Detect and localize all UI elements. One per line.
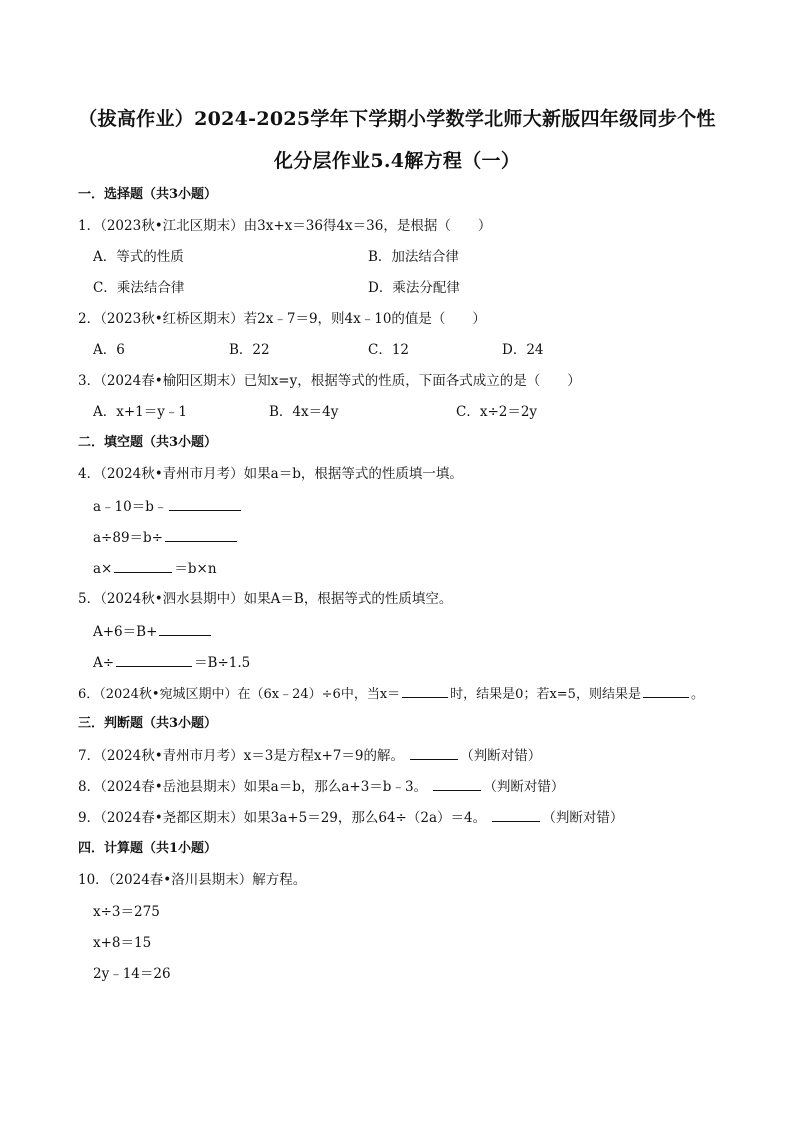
question-4-line-1-text: a﹣10＝b﹣ [93,499,168,515]
title-line-1: （拔高作业）2024-2025学年下学期小学数学北师大新版四年级同步个性 [78,108,716,130]
question-1-stem: 1．（2023秋•江北区期末）由3x+x＝36得4x＝36，是根据（ ） [78,218,492,234]
question-6-blank-2[interactable] [643,684,689,698]
question-5-line-1 [93,622,213,641]
question-5-blank-2[interactable] [116,653,192,667]
question-5-stem: 5．（2024秋•泗水县期中）如果A＝B，根据等式的性质填空。 [78,591,453,607]
question-8-suffix: （判断对错） [483,779,565,795]
question-9 [78,808,623,827]
question-5-line-1-text: A+6＝B+ [93,624,158,640]
question-5-line-2-text-a: A÷ [93,655,115,671]
question-9-suffix: （判断对错） [542,810,624,826]
question-6-text-a: 6．（2024秋•宛城区期中）在（6x﹣24）÷6中，当x＝ [78,687,401,702]
question-8 [78,777,564,796]
question-1-option-d: D．乘法分配律 [368,280,460,296]
question-6-blank-1[interactable] [402,684,448,698]
title-line-2: 化分层作业5.4解方程（一） [273,150,521,172]
question-2-option-b: B．22 [229,342,270,358]
question-10-equation-1: x÷3＝275 [93,904,160,920]
question-4-line-3-text-b: ＝b×n [174,561,217,577]
question-4-line-3 [93,559,217,578]
question-4-blank-2[interactable] [165,528,237,542]
question-4-blank-1[interactable] [169,497,241,511]
question-7-text: 7．（2024秋•青州市月考）x＝3是方程x+7＝9的解。 [78,748,404,764]
question-6 [78,684,704,704]
section-fill-heading: 二．填空题（共3小题） [78,435,218,450]
question-1-option-a: A．等式的性质 [93,249,184,265]
question-5-line-2-text-b: ＝B÷1.5 [194,655,251,671]
question-2-option-c: C．12 [368,342,410,358]
question-2-option-a: A．6 [93,342,125,358]
question-4-stem: 4．（2024秋•青州市月考）如果a＝b，根据等式的性质填一填。 [78,466,463,482]
question-3-option-b: B．4x＝4y [269,404,339,420]
question-1-option-b: B．加法结合律 [368,249,459,265]
question-5-blank-1[interactable] [159,622,211,636]
question-8-text: 8．（2024春•岳池县期末）如果a＝b，那么a+3＝b﹣3。 [78,779,428,795]
question-4-line-2 [93,528,239,547]
question-10-equation-2: x+8＝15 [93,935,152,951]
question-6-text-b: 时，结果是0；若x=5，则结果是 [450,687,641,702]
question-2-stem: 2．（2023秋•红桥区期末）若2x﹣7＝9，则4x﹣10的值是（ ） [78,311,486,327]
question-9-text: 9．（2024春•尧都区期末）如果3a+5＝29，那么64÷（2a）＝4。 [78,810,487,826]
question-4-line-1 [93,497,243,516]
question-3-option-a: A．x+1＝y﹣1 [93,404,187,420]
question-1-option-c: C．乘法结合律 [93,280,185,296]
question-4-line-2-text: a÷89＝b÷ [93,530,163,546]
section-calc-heading: 四．计算题（共1小题） [78,841,218,856]
question-5-line-2 [93,653,250,672]
section-judge-heading: 三．判断题（共3小题） [78,716,218,731]
question-4-blank-3[interactable] [114,559,172,573]
question-6-text-c: 。 [690,687,704,702]
question-8-blank[interactable] [433,777,481,791]
question-2-option-d: D．24 [502,342,544,358]
question-3-option-c: C．x÷2＝2y [456,404,538,420]
question-7-blank[interactable] [410,746,458,760]
question-10-equation-3: 2y﹣14＝26 [93,966,171,982]
question-7-suffix: （判断对错） [460,748,542,764]
question-10-stem: 10．（2024春•洛川县期末）解方程。 [78,872,307,888]
question-7 [78,746,541,765]
question-4-line-3-text-a: a× [93,561,113,577]
section-choice-heading: 一．选择题（共3小题） [78,187,218,202]
question-3-stem: 3．（2024春•榆阳区期末）已知x=y，根据等式的性质，下面各式成立的是（ ） [78,373,581,389]
question-9-blank[interactable] [492,808,540,822]
